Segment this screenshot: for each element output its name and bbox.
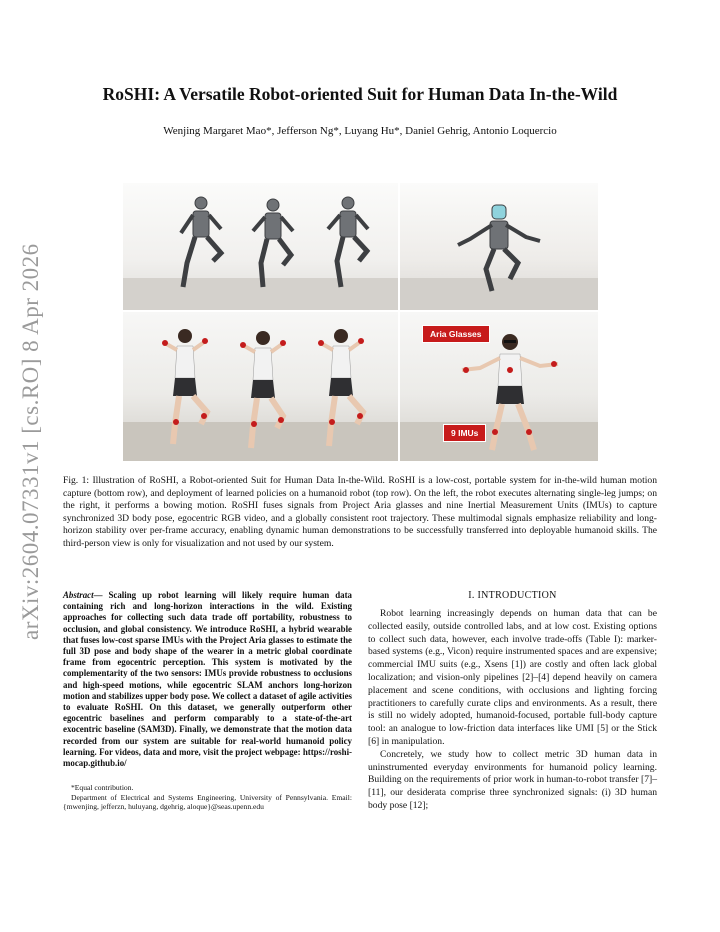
robot-bow-panel [400, 183, 598, 310]
robot-jump-panel [123, 183, 398, 310]
intro-paragraph-2: Concretely, we study how to collect metric 3D human data in uninstrumented everyday environments for humanoid policy learning. Building on the requirements of prior work in human-to-robot transfer [7]–[11], our desiderata comprise three synchronized signals: (i) 3D human body pose [12]; [368, 748, 657, 811]
arxiv-identifier: arXiv:2604.07331v1 [cs.RO] 8 Apr 2026 [18, 243, 43, 640]
abstract-heading: Abstract [63, 590, 94, 600]
imu-count-label: 9 IMUs [443, 424, 486, 442]
robot-jump-image [123, 183, 398, 310]
section-heading: I. INTRODUCTION [468, 590, 557, 601]
figure-caption: Fig. 1: Illustration of RoSHI, a Robot-oriented Suit for Human Data In-the-Wild. RoSHI is a low-cost, portable system for in-the-wild human motion capture (bottom row), and deployment of learned policies on a humanoid robot (top row). On the left, the robot executes alternating single-leg jumps; on the right, it performs a bowing motion. RoSHI fuses signals from Project Aria glasses and nine Inertial Measurement Units (IMUs) to capture synchronized 3D body pose, egocentric RGB video, and a globally consistent root trajectory. These multimodal signals emphasize reliability and long-horizon stability over per-frame accuracy, enabling dynamic human demonstrations to be successfully transferred into deployable humanoid skills. The third-person view is only for visualization and not used by our system. [63, 475, 657, 549]
introduction-body [368, 608, 657, 813]
abstract [63, 590, 352, 769]
left-column [63, 590, 352, 811]
teaser-figure [123, 183, 598, 461]
affiliation-note: Department of Electrical and Systems Engineering, University of Pennsylvania. Email: {mwenjing, jefferzn, huluyang, dgehrig, aloque}@seas.upenn.edu [63, 792, 352, 812]
robot-bow-image [400, 183, 598, 310]
aria-glasses-label: Aria Glasses [422, 325, 490, 343]
abstract-text: — Scaling up robot learning will likely require human data containing rich and long-horizon interactions in the wild. Existing approaches for collecting such data trade off portability, robustness to occlusion, and global consistency. We introduce RoSHI, a hybrid wearable that fuses low-cost sparse IMUs with the Project Aria glasses to estimate the full 3D pose and body shape of the wearer in a metric global coordinate frame from egocentric perception. This system is motivated by the complementarity of the two sensors: IMUs provide robustness to occlusions and high-speed motions, while egocentric SLAM anchors long-horizon motion and stabilizes upper body pose. We collect a dataset of agile activities to evaluate RoSHI. On this dataset, we generally outperform other egocentric baselines and perform comparably to a state-of-the-art exocentric baseline (SAM3D). Finally, we demonstrate that the motion data recorded from our system are suitable for real-world humanoid policy learning. For videos, data and more, visit the project webpage: https://roshi-mocap.github.io/ [63, 590, 352, 769]
human-jump-image [123, 312, 398, 461]
footnote [63, 783, 352, 811]
human-suit-panel [400, 312, 598, 461]
author-list: Wenjing Margaret Mao*, Jefferson Ng*, Luyang Hu*, Daniel Gehrig, Antonio Loquercio [163, 125, 557, 137]
human-jump-panel [123, 312, 398, 461]
paper-title: RoSHI: A Versatile Robot-oriented Suit for Human Data In-the-Wild [102, 84, 618, 104]
right-column [368, 590, 657, 813]
equal-contribution-note: *Equal contribution. [71, 783, 134, 793]
intro-paragraph-1: Robot learning increasingly depends on human data that can be collected easily, outside controlled labs, and at low cost. Existing options to collect such data, however, each involve trade-offs (Table I): marker-based systems (e.g., Vicon) require instrumented spaces and are expensive; commercial IMU suits (e.g., Xsens [1]) are costly and often lack global localization; and vision-only pipelines [2]–[4] depend heavily on camera placement and scene conditions, with occlusions and lighting forcing practitioners to carefully curate clips and environments. As a result, there is still no widely adopted, humanoid-focused, portable full-body capture tool: an analogue to low-friction data interfaces like UMI [5] or the Stick [6] in manipulation. [368, 608, 657, 747]
